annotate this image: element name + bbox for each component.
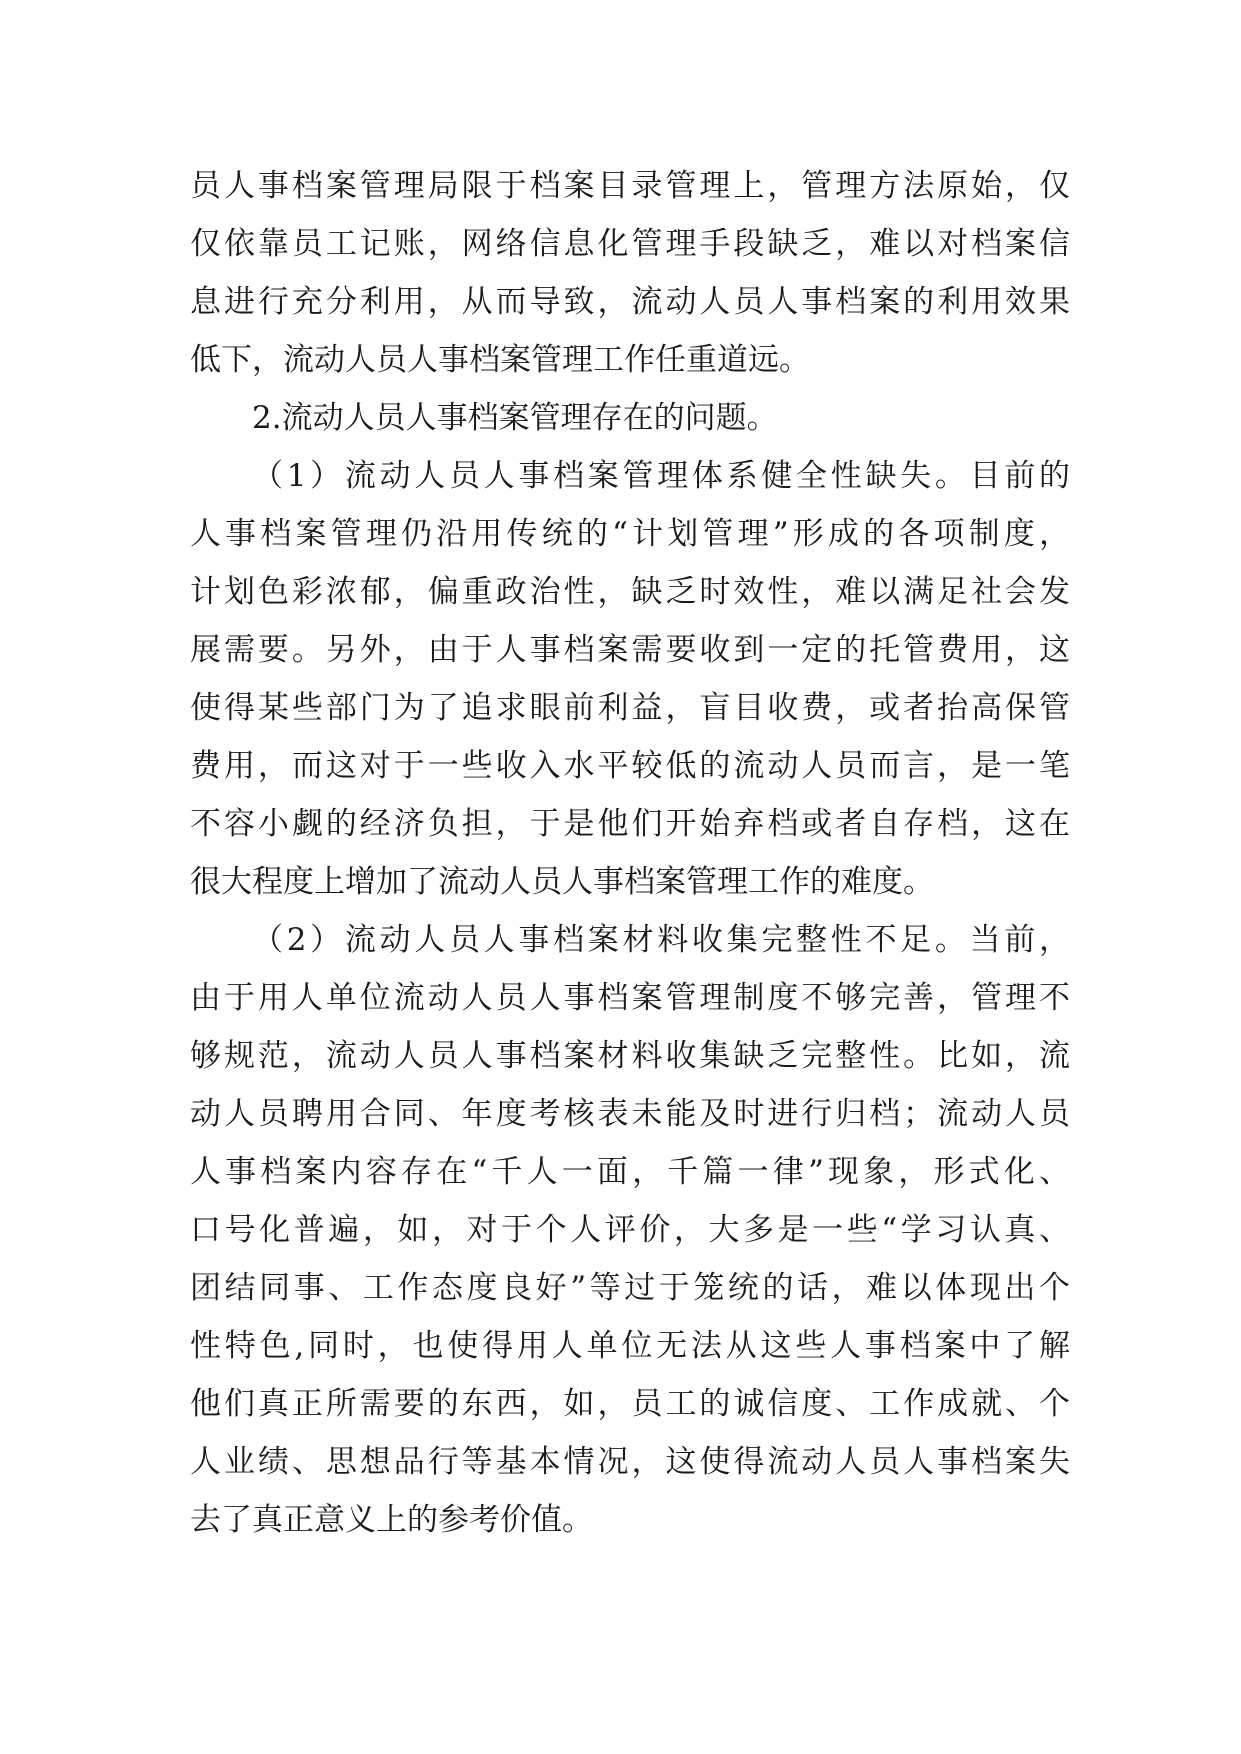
text-line: 不容小觑的经济负担，于是他们开始弃档或者自存档，这在 <box>190 806 1070 842</box>
text-line: 人业绩、思想品行等基本情况，这使得流动人员人事档案失 <box>190 1444 1070 1480</box>
text-line: 很大程度上增加了流动人员人事档案管理工作的难度。 <box>190 864 934 900</box>
text-line: 性特色,同时，也使得用人单位无法从这些人事档案中了解 <box>190 1328 1070 1364</box>
text-line: 计划色彩浓郁，偏重政治性，缺乏时效性，难以满足社会发 <box>190 574 1070 610</box>
text-line: 使得某些部门为了追求眼前利益，盲目收费，或者抬高保管 <box>190 690 1070 726</box>
text-line: 口号化普遍，如，对于个人评价，大多是一些“学习认真、 <box>190 1212 1070 1248</box>
text-line: 低下，流动人员人事档案管理工作任重道远。 <box>190 342 810 378</box>
text-line: 展需要。另外，由于人事档案需要收到一定的托管费用，这 <box>190 632 1070 668</box>
text-line: 由于用人单位流动人员人事档案管理制度不够完善，管理不 <box>190 980 1070 1016</box>
paragraph-first-line: （2）流动人员人事档案材料收集完整性不足。当前， <box>252 922 1070 958</box>
section-heading: 2.流动人员人事档案管理存在的问题。 <box>252 400 778 436</box>
text-line: 他们真正所需要的东西，如，员工的诚信度、工作成就、个 <box>190 1386 1070 1422</box>
text-line: 仅依靠员工记账，网络信息化管理手段缺乏，难以对档案信 <box>190 226 1070 262</box>
paragraph-first-line: （1）流动人员人事档案管理体系健全性缺失。目前的 <box>252 458 1070 494</box>
text-line: 人事档案内容存在“千人一面，千篇一律”现象，形式化、 <box>190 1154 1070 1190</box>
text-line: 息进行充分利用，从而导致，流动人员人事档案的利用效果 <box>190 284 1070 320</box>
text-line: 够规范，流动人员人事档案材料收集缺乏完整性。比如，流 <box>190 1038 1070 1074</box>
text-line: 员人事档案管理局限于档案目录管理上，管理方法原始，仅 <box>190 168 1070 204</box>
text-line: 去了真正意义上的参考价值。 <box>190 1502 593 1538</box>
text-line: 动人员聘用合同、年度考核表未能及时进行归档；流动人员 <box>190 1096 1070 1132</box>
text-line: 团结同事、工作态度良好”等过于笼统的话，难以体现出个 <box>190 1270 1070 1306</box>
text-line: 费用，而这对于一些收入水平较低的流动人员而言，是一笔 <box>190 748 1070 784</box>
text-line: 人事档案管理仍沿用传统的“计划管理”形成的各项制度， <box>190 516 1070 552</box>
